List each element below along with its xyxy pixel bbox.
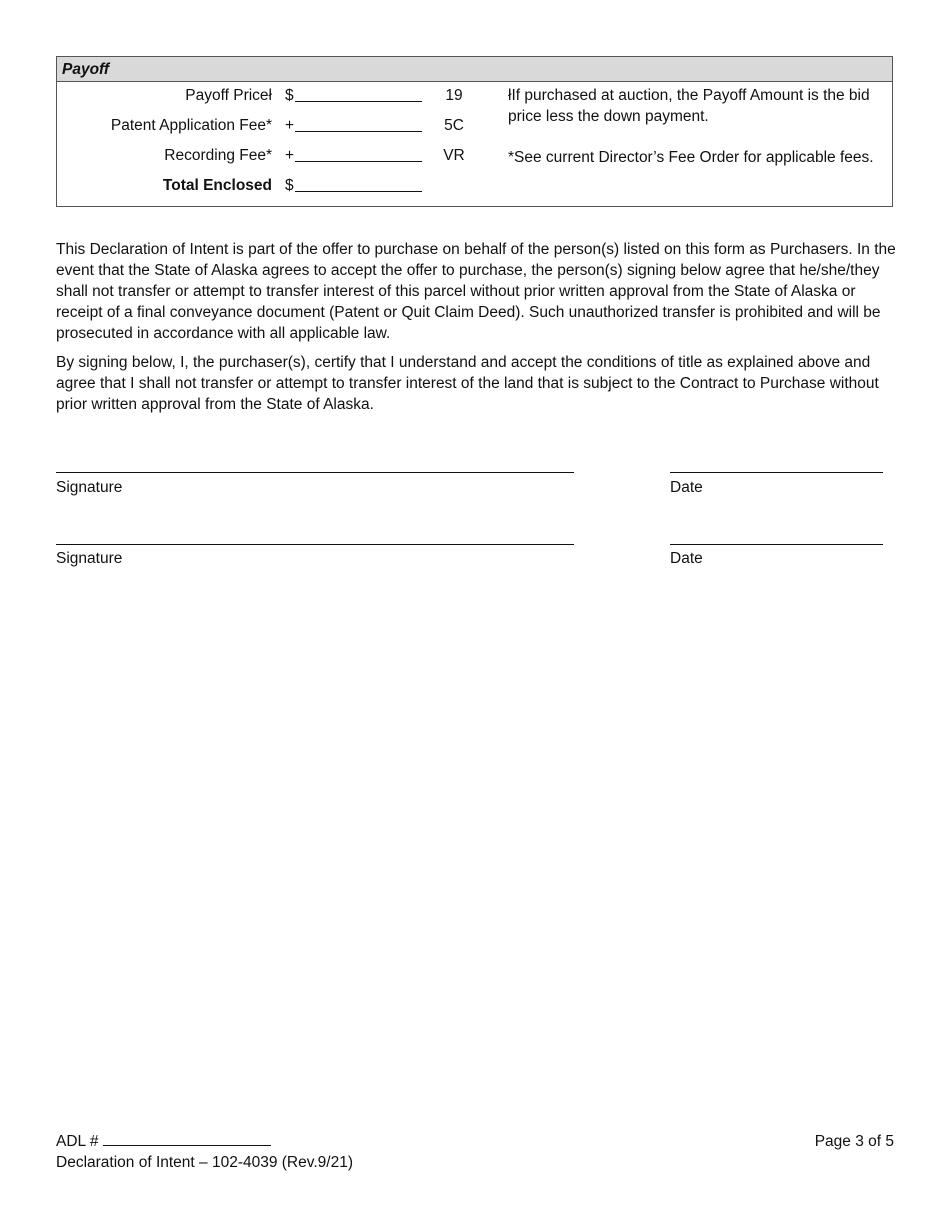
patent-fee-sign: + <box>285 117 295 134</box>
total-label: Total Enclosed <box>162 177 272 194</box>
payoff-section <box>56 56 893 207</box>
recording-fee-field[interactable] <box>295 161 422 162</box>
date-label-1: Date <box>670 479 703 496</box>
adl-number-field[interactable] <box>103 1131 271 1146</box>
total-field[interactable] <box>295 191 422 192</box>
signature-line-2[interactable] <box>56 544 574 545</box>
signature-label-1: Signature <box>56 479 123 496</box>
payoff-price-code: 19 <box>445 87 463 104</box>
date-line-1[interactable] <box>670 472 883 473</box>
recording-fee-label: Recording Fee* <box>164 147 272 164</box>
fee-order-note: *See current Director’s Fee Order for applicable fees. <box>508 149 874 166</box>
page-number: Page 3 of 5 <box>814 1133 894 1150</box>
payoff-header: Payoff <box>57 57 892 82</box>
auction-note: łIf purchased at auction, the Payoff Amount is the bid price less the down payment. <box>508 87 870 125</box>
date-line-2[interactable] <box>670 544 883 545</box>
form-name: Declaration of Intent – 102-4039 (Rev.9/21) <box>56 1154 353 1171</box>
recording-fee-sign: + <box>285 147 295 164</box>
patent-fee-code: 5C <box>444 117 464 134</box>
recording-fee-code: VR <box>443 147 465 164</box>
payoff-price-field[interactable] <box>295 101 422 102</box>
signature-label-2: Signature <box>56 550 123 567</box>
intent-paragraph: This Declaration of Intent is part of the offer to purchase on behalf of the person(s) listed on this form as Purchasers. In the event that the State of Alaska agrees to accept the offer to purchase, the person(s) signing below agree that he/she/they shall not transfer or attempt to transfer interest of this parcel without prior written approval from the State of Alaska or receipt of a final conveyance document (Patent or Quit Claim Deed). Such unauthorized transfer is prohibited and will be prosecuted in accordance with all applicable law. <box>56 241 896 342</box>
patent-fee-label: Patent Application Fee* <box>110 117 272 134</box>
payoff-price-label: Payoff Priceł <box>185 87 272 104</box>
patent-fee-field[interactable] <box>295 131 422 132</box>
date-label-2: Date <box>670 550 703 567</box>
payoff-price-sign: $ <box>285 87 294 104</box>
signature-line-1[interactable] <box>56 472 574 473</box>
total-sign: $ <box>285 177 294 194</box>
adl-number <box>56 1131 271 1152</box>
certification-paragraph: By signing below, I, the purchaser(s), certify that I understand and accept the conditions of title as explained above and agree that I shall not transfer or attempt to transfer interest of the land that is subject to the Contract to Purchase without prior written approval from the State of Alaska. <box>56 354 879 413</box>
adl-label: ADL # <box>56 1133 99 1150</box>
